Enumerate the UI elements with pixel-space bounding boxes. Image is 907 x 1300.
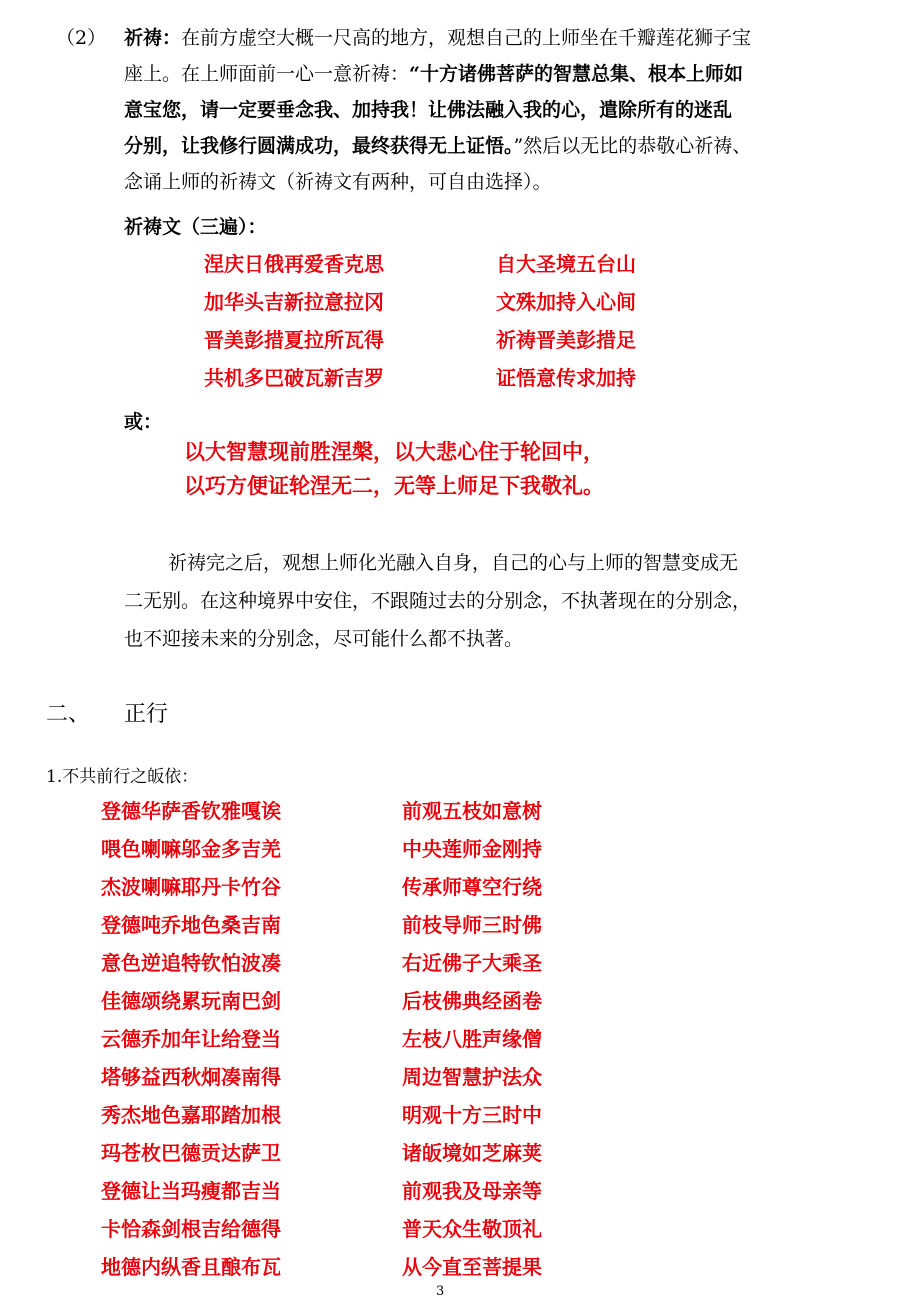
prayer-left-2: 加华头吉新拉意拉冈 [204,290,384,314]
refuge-left-12: 卡恰森剑根吉给德得 [101,1217,281,1241]
paragraph-line-1 [124,20,751,56]
refuge-right-12: 普天众生敬顶礼 [402,1217,542,1241]
refuge-left-13: 地德内纵香且酿布瓦 [101,1255,281,1279]
paragraph-line-4 [124,128,751,164]
refuge-right-2: 中央莲师金刚持 [402,837,542,861]
line1-text: 在前方虚空大概一尺高的地方，观想自己的上师坐在千瓣莲花狮子宝 [181,27,752,49]
refuge-right-4: 前枝导师三时佛 [402,913,542,937]
page-number: 3 [436,1284,445,1299]
prayer-right-2: 文殊加持入心间 [496,290,636,314]
refuge-left-4: 登德吨乔地色桑吉南 [101,913,281,937]
prayer-right-4: 证悟意传求加持 [496,366,636,390]
after-line-3: 也不迎接未来的分别念，尽可能什么都不执著。 [124,628,524,650]
alt-prayer-line-2: 以巧方便证轮涅无二，无等上师足下我敬礼。 [184,474,604,498]
refuge-left-8: 塔够益西秋炯凑南得 [101,1065,281,1089]
prayer-left-1: 涅庆日俄再爱香克思 [204,252,384,276]
prayer-title: 祈祷文（三遍）： [124,216,267,238]
refuge-left-7: 云德乔加年让给登当 [101,1027,281,1051]
prayer-right-1: 自大圣境五台山 [496,252,636,276]
refuge-right-1: 前观五枝如意树 [402,799,542,823]
line4-bold: 分别，让我修行圆满成功，最终获得无上证悟。 [124,135,514,157]
after-line-1: 祈祷完之后，观想上师化光融入自身，自己的心与上师的智慧变成无 [168,552,739,574]
heading-number: 二、 [46,702,91,727]
alt-prayer-line-1: 以大智慧现前胜涅槃，以大悲心住于轮回中， [184,440,604,464]
paragraph-line-5: 念诵上师的祈祷文（祈祷文有两种，可自由选择）。 [124,171,552,193]
refuge-right-7: 左枝八胜声缘僧 [402,1027,542,1051]
prayer-label: 祈祷： [124,27,182,49]
line2-bold: “十方诸佛菩萨的智慧总集、根本上师如 [409,63,743,85]
refuge-left-5: 意色逆追特钦怕波凑 [101,951,281,975]
line4-plain: ”然后以无比的恭敬心祈祷、 [513,135,752,157]
refuge-right-10: 诸皈境如芝麻荚 [402,1141,542,1165]
refuge-left-11: 登德让当玛瘦都吉当 [101,1179,281,1203]
prayer-left-4: 共机多巴破瓦新吉罗 [204,366,384,390]
refuge-right-11: 前观我及母亲等 [402,1179,542,1203]
prayer-right-3: 祈祷晋美彭措足 [496,328,636,352]
after-line-2: 二无别。在这种境界中安住，不跟随过去的分别念，不执著现在的分别念， [124,590,752,612]
refuge-right-6: 后枝佛典经函卷 [402,989,542,1013]
refuge-title: 1.不共前行之皈依： [46,767,199,787]
refuge-right-3: 传承师尊空行绕 [402,875,542,899]
refuge-left-3: 杰波喇嘛耶丹卡竹谷 [101,875,281,899]
refuge-left-2: 喂色喇嘛邬金多吉羌 [101,837,281,861]
section-number: （2） [56,27,107,49]
refuge-right-5: 右近佛子大乘圣 [402,951,542,975]
paragraph-line-2 [124,56,743,92]
prayer-left-3: 晋美彭措夏拉所瓦得 [204,328,384,352]
paragraph-line-3: 意宝您，请一定要垂念我、加持我！让佛法融入我的心，遣除所有的迷乱 [124,99,733,121]
refuge-left-1: 登德华萨香钦雅嘎诶 [101,799,281,823]
line2-plain: 座上。在上师面前一心一意祈祷： [124,63,410,85]
heading-title: 正行 [124,702,169,727]
refuge-right-8: 周边智慧护法众 [402,1065,542,1089]
refuge-right-9: 明观十方三时中 [402,1103,542,1127]
refuge-left-10: 玛苍枚巴德贡达萨卫 [101,1141,281,1165]
refuge-left-6: 佳德颂绕累玩南巴剑 [101,989,281,1013]
refuge-left-9: 秀杰地色嘉耶踏加根 [101,1103,281,1127]
refuge-right-13: 从今直至菩提果 [402,1255,542,1279]
or-label: 或： [124,411,163,433]
